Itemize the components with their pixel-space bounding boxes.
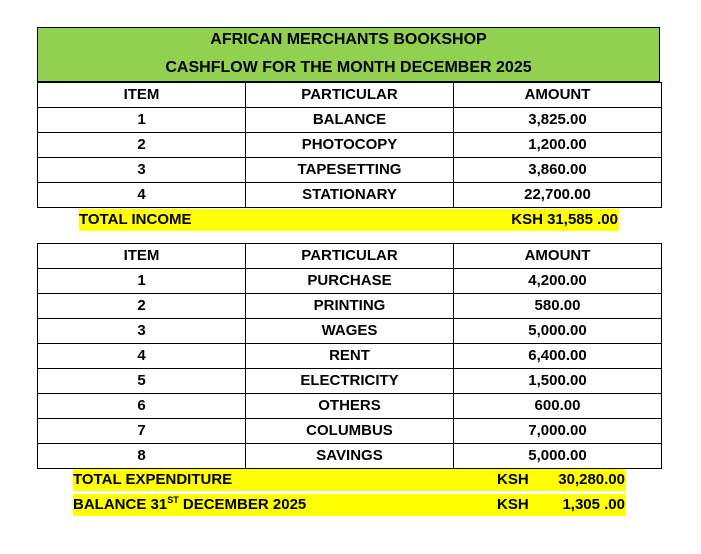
header-item: ITEM (38, 244, 246, 269)
table-row (38, 133, 662, 158)
cell-amount: 1,500.00 (454, 369, 662, 394)
balance-label-post: DECEMBER 2025 (178, 496, 307, 513)
cell-amount: 3,825.00 (454, 108, 662, 133)
header-item: ITEM (38, 83, 246, 108)
income-table (37, 82, 662, 208)
expenditure-header-row (38, 244, 662, 269)
table-row (38, 183, 662, 208)
total-income-value: KSH 31,585 .00 (511, 211, 618, 228)
balance-bar (73, 494, 626, 516)
cell-amount: 3,860.00 (454, 158, 662, 183)
balance-label-pre: BALANCE 31 (73, 496, 168, 513)
balance-label (73, 494, 306, 516)
cell-particular: COLUMBUS (246, 419, 454, 444)
cell-item: 7 (38, 419, 246, 444)
table-row (38, 158, 662, 183)
header-particular: PARTICULAR (246, 83, 454, 108)
cell-item: 1 (38, 108, 246, 133)
cell-particular: WAGES (246, 319, 454, 344)
cell-item: 6 (38, 394, 246, 419)
income-header-row (38, 83, 662, 108)
table-row (38, 394, 662, 419)
header-amount: AMOUNT (454, 83, 662, 108)
cell-item: 4 (38, 344, 246, 369)
table-row (38, 108, 662, 133)
table-row (38, 319, 662, 344)
table-row (38, 269, 662, 294)
cell-amount: 600.00 (454, 394, 662, 419)
header-particular: PARTICULAR (246, 244, 454, 269)
cell-item: 4 (38, 183, 246, 208)
balance-value: 1,305 .00 (562, 496, 625, 513)
cell-particular: TAPESETTING (246, 158, 454, 183)
table-row (38, 294, 662, 319)
cell-particular: STATIONARY (246, 183, 454, 208)
title-banner (37, 27, 660, 82)
total-income-label: TOTAL INCOME (79, 211, 192, 228)
cell-particular: RENT (246, 344, 454, 369)
cell-particular: PRINTING (246, 294, 454, 319)
total-expenditure-label: TOTAL EXPENDITURE (73, 471, 233, 488)
cell-item: 3 (38, 158, 246, 183)
total-expenditure-value: 30,280.00 (558, 471, 625, 488)
cell-item: 1 (38, 269, 246, 294)
table-row (38, 369, 662, 394)
cell-item: 2 (38, 133, 246, 158)
cell-amount: 4,200.00 (454, 269, 662, 294)
table-row (38, 344, 662, 369)
cell-particular: OTHERS (246, 394, 454, 419)
cell-particular: PHOTOCOPY (246, 133, 454, 158)
balance-label-suffix: ST (167, 495, 179, 505)
cashflow-title: CASHFLOW FOR THE MONTH DECEMBER 2025 (165, 59, 532, 76)
cell-particular: ELECTRICITY (246, 369, 454, 394)
cell-amount: 5,000.00 (454, 319, 662, 344)
total-expenditure-currency: KSH (497, 471, 529, 488)
cell-amount: 5,000.00 (454, 444, 662, 469)
header-amount: AMOUNT (454, 244, 662, 269)
cell-amount: 6,400.00 (454, 344, 662, 369)
cell-item: 5 (38, 369, 246, 394)
cell-item: 8 (38, 444, 246, 469)
balance-currency: KSH (497, 496, 529, 513)
cell-amount: 1,200.00 (454, 133, 662, 158)
cell-particular: PURCHASE (246, 269, 454, 294)
cell-amount: 580.00 (454, 294, 662, 319)
cell-amount: 22,700.00 (454, 183, 662, 208)
table-row (38, 444, 662, 469)
cell-amount: 7,000.00 (454, 419, 662, 444)
cell-particular: BALANCE (246, 108, 454, 133)
cell-particular: SAVINGS (246, 444, 454, 469)
table-row (38, 419, 662, 444)
shop-name: AFRICAN MERCHANTS BOOKSHOP (210, 31, 487, 48)
expenditure-table (37, 243, 662, 469)
cell-item: 3 (38, 319, 246, 344)
cell-item: 2 (38, 294, 246, 319)
total-income-bar (79, 209, 619, 231)
total-expenditure-bar (73, 469, 626, 491)
